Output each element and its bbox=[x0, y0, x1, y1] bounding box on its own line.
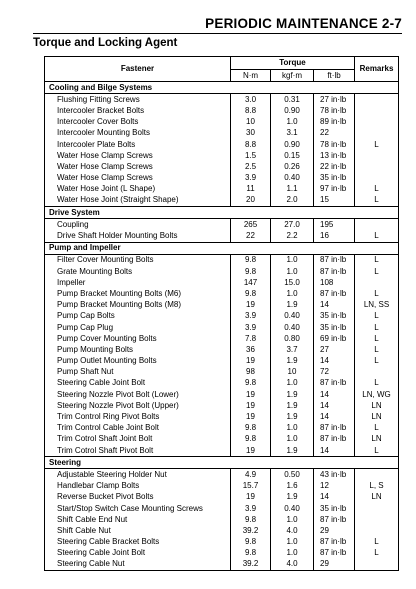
remarks-cell: L bbox=[355, 184, 399, 195]
torque-nm-cell: 9.8 bbox=[231, 434, 271, 445]
table-row bbox=[45, 469, 399, 481]
remarks-cell: L bbox=[355, 230, 399, 242]
torque-ftlb-cell: 27 in·lb bbox=[314, 94, 355, 106]
torque-kgfm-cell: 1.9 bbox=[271, 356, 314, 367]
remarks-cell bbox=[355, 219, 399, 231]
torque-kgfm-cell: 0.50 bbox=[271, 469, 314, 481]
torque-ftlb-cell: 29 bbox=[314, 559, 355, 571]
remarks-cell bbox=[355, 173, 399, 184]
torque-ftlb-cell: 87 in·lb bbox=[314, 378, 355, 389]
fastener-cell: Grate Mounting Bolts bbox=[45, 266, 231, 277]
remarks-cell: L bbox=[355, 378, 399, 389]
torque-kgfm-cell: 0.26 bbox=[271, 161, 314, 172]
remarks-cell: L bbox=[355, 311, 399, 322]
torque-nm-cell: 11 bbox=[231, 184, 271, 195]
table-row bbox=[45, 322, 399, 333]
table-row bbox=[45, 117, 399, 128]
table-row bbox=[45, 378, 399, 389]
fastener-cell: Water Hose Joint (L Shape) bbox=[45, 184, 231, 195]
table-row bbox=[45, 139, 399, 150]
remarks-cell bbox=[355, 514, 399, 525]
column-header-ftlb: ft·lb bbox=[314, 70, 355, 82]
torque-kgfm-cell: 1.9 bbox=[271, 492, 314, 503]
table-row bbox=[45, 367, 399, 378]
table-row bbox=[45, 128, 399, 139]
fastener-cell: Pump Cap Bolts bbox=[45, 311, 231, 322]
fastener-cell: Water Hose Clamp Screws bbox=[45, 161, 231, 172]
remarks-cell: LN, WG bbox=[355, 389, 399, 400]
torque-ftlb-cell: 87 in·lb bbox=[314, 434, 355, 445]
torque-ftlb-cell: 69 in·lb bbox=[314, 333, 355, 344]
fastener-cell: Filter Cover Mounting Bolts bbox=[45, 254, 231, 266]
torque-ftlb-cell: 78 in·lb bbox=[314, 105, 355, 116]
group-name: Pump and Impeller bbox=[45, 242, 399, 254]
table-row bbox=[45, 481, 399, 492]
remarks-cell bbox=[355, 277, 399, 288]
fastener-cell: Adjustable Steering Holder Nut bbox=[45, 469, 231, 481]
remarks-cell: LN bbox=[355, 400, 399, 411]
torque-ftlb-cell: 87 in·lb bbox=[314, 254, 355, 266]
torque-nm-cell: 3.9 bbox=[231, 322, 271, 333]
torque-kgfm-cell: 2.0 bbox=[271, 195, 314, 207]
fastener-cell: Trim Control Cable Joint Bolt bbox=[45, 423, 231, 434]
torque-kgfm-cell: 1.0 bbox=[271, 254, 314, 266]
torque-ftlb-cell: 43 in·lb bbox=[314, 469, 355, 481]
remarks-cell: LN bbox=[355, 434, 399, 445]
torque-kgfm-cell: 3.7 bbox=[271, 344, 314, 355]
torque-ftlb-cell: 87 in·lb bbox=[314, 266, 355, 277]
remarks-cell bbox=[355, 367, 399, 378]
table-header-row bbox=[45, 57, 399, 70]
table-row bbox=[45, 184, 399, 195]
remarks-cell: L bbox=[355, 537, 399, 548]
torque-ftlb-cell: 35 in·lb bbox=[314, 173, 355, 184]
torque-ftlb-cell: 22 in·lb bbox=[314, 161, 355, 172]
fastener-cell: Water Hose Joint (Straight Shape) bbox=[45, 195, 231, 207]
remarks-cell: L bbox=[355, 266, 399, 277]
torque-nm-cell: 19 bbox=[231, 492, 271, 503]
fastener-cell: Pump Bracket Mounting Bolts (M8) bbox=[45, 300, 231, 311]
torque-nm-cell: 147 bbox=[231, 277, 271, 288]
torque-kgfm-cell: 0.40 bbox=[271, 173, 314, 184]
remarks-cell bbox=[355, 161, 399, 172]
torque-kgfm-cell: 1.9 bbox=[271, 445, 314, 457]
group-header-row bbox=[45, 82, 399, 94]
table-row bbox=[45, 525, 399, 536]
table-row bbox=[45, 195, 399, 207]
remarks-cell bbox=[355, 117, 399, 128]
fastener-cell: Steering Nozzle Pivot Bolt (Lower) bbox=[45, 389, 231, 400]
torque-kgfm-cell: 0.40 bbox=[271, 322, 314, 333]
torque-kgfm-cell: 1.6 bbox=[271, 481, 314, 492]
table-row bbox=[45, 503, 399, 514]
remarks-cell bbox=[355, 105, 399, 116]
torque-nm-cell: 3.9 bbox=[231, 173, 271, 184]
torque-ftlb-cell: 87 in·lb bbox=[314, 423, 355, 434]
torque-ftlb-cell: 14 bbox=[314, 445, 355, 457]
torque-kgfm-cell: 27.0 bbox=[271, 219, 314, 231]
torque-kgfm-cell: 1.0 bbox=[271, 266, 314, 277]
fastener-cell: Pump Mounting Bolts bbox=[45, 344, 231, 355]
table-body bbox=[45, 82, 399, 571]
table-row bbox=[45, 161, 399, 172]
torque-ftlb-cell: 78 in·lb bbox=[314, 139, 355, 150]
remarks-cell: LN bbox=[355, 411, 399, 422]
torque-kgfm-cell: 0.40 bbox=[271, 311, 314, 322]
torque-nm-cell: 20 bbox=[231, 195, 271, 207]
torque-nm-cell: 9.8 bbox=[231, 423, 271, 434]
torque-ftlb-cell: 72 bbox=[314, 367, 355, 378]
fastener-cell: Pump Shaft Nut bbox=[45, 367, 231, 378]
remarks-cell bbox=[355, 525, 399, 536]
remarks-cell bbox=[355, 503, 399, 514]
column-header-fastener: Fastener bbox=[45, 57, 231, 82]
fastener-cell: Water Hose Clamp Screws bbox=[45, 173, 231, 184]
group-header-row bbox=[45, 242, 399, 254]
table-row bbox=[45, 288, 399, 299]
table-row bbox=[45, 230, 399, 242]
torque-ftlb-cell: 22 bbox=[314, 128, 355, 139]
fastener-cell: Pump Cap Plug bbox=[45, 322, 231, 333]
table-row bbox=[45, 311, 399, 322]
fastener-cell: Trim Cotrol Shaft Pivot Bolt bbox=[45, 445, 231, 457]
remarks-cell bbox=[355, 469, 399, 481]
fastener-cell: Steering Cable Bracket Bolts bbox=[45, 537, 231, 548]
torque-nm-cell: 19 bbox=[231, 400, 271, 411]
fastener-cell: Pump Bracket Mounting Bolts (M6) bbox=[45, 288, 231, 299]
torque-nm-cell: 9.8 bbox=[231, 378, 271, 389]
torque-ftlb-cell: 35 in·lb bbox=[314, 311, 355, 322]
fastener-cell: Reverse Bucket Pivot Bolts bbox=[45, 492, 231, 503]
torque-kgfm-cell: 1.0 bbox=[271, 117, 314, 128]
torque-nm-cell: 19 bbox=[231, 300, 271, 311]
fastener-cell: Intercooler Mounting Bolts bbox=[45, 128, 231, 139]
table-row bbox=[45, 434, 399, 445]
remarks-cell: L bbox=[355, 423, 399, 434]
torque-ftlb-cell: 87 in·lb bbox=[314, 288, 355, 299]
table-row bbox=[45, 277, 399, 288]
section-title: Torque and Locking Agent bbox=[33, 37, 178, 49]
remarks-cell: L bbox=[355, 548, 399, 559]
remarks-cell: LN bbox=[355, 492, 399, 503]
remarks-cell: L bbox=[355, 288, 399, 299]
fastener-cell: Steering Cable Nut bbox=[45, 559, 231, 571]
fastener-cell: Trim Cotrol Shaft Joint Bolt bbox=[45, 434, 231, 445]
remarks-cell: L bbox=[355, 139, 399, 150]
torque-kgfm-cell: 1.9 bbox=[271, 411, 314, 422]
torque-nm-cell: 2.5 bbox=[231, 161, 271, 172]
table-row bbox=[45, 389, 399, 400]
torque-ftlb-cell: 97 in·lb bbox=[314, 184, 355, 195]
remarks-cell bbox=[355, 128, 399, 139]
torque-nm-cell: 19 bbox=[231, 411, 271, 422]
torque-nm-cell: 36 bbox=[231, 344, 271, 355]
torque-ftlb-cell: 14 bbox=[314, 389, 355, 400]
torque-ftlb-cell: 14 bbox=[314, 356, 355, 367]
group-header-row bbox=[45, 457, 399, 469]
fastener-cell: Flushing Fitting Screws bbox=[45, 94, 231, 106]
torque-nm-cell: 9.8 bbox=[231, 288, 271, 299]
table-row bbox=[45, 400, 399, 411]
torque-kgfm-cell: 0.90 bbox=[271, 105, 314, 116]
torque-ftlb-cell: 14 bbox=[314, 300, 355, 311]
fastener-cell: Pump Cover Mounting Bolts bbox=[45, 333, 231, 344]
torque-nm-cell: 8.8 bbox=[231, 105, 271, 116]
torque-kgfm-cell: 1.9 bbox=[271, 400, 314, 411]
torque-nm-cell: 30 bbox=[231, 128, 271, 139]
column-header-remarks: Remarks bbox=[355, 57, 399, 82]
torque-ftlb-cell: 14 bbox=[314, 411, 355, 422]
torque-kgfm-cell: 10 bbox=[271, 367, 314, 378]
torque-kgfm-cell: 1.9 bbox=[271, 300, 314, 311]
torque-ftlb-cell: 29 bbox=[314, 525, 355, 536]
fastener-cell: Pump Outlet Mounting Bolts bbox=[45, 356, 231, 367]
group-name: Steering bbox=[45, 457, 399, 469]
table-row bbox=[45, 344, 399, 355]
table-row bbox=[45, 254, 399, 266]
torque-ftlb-cell: 87 in·lb bbox=[314, 514, 355, 525]
torque-table bbox=[44, 56, 399, 571]
torque-ftlb-cell: 195 bbox=[314, 219, 355, 231]
column-header-nm: N·m bbox=[231, 70, 271, 82]
torque-kgfm-cell: 3.1 bbox=[271, 128, 314, 139]
table-row bbox=[45, 300, 399, 311]
torque-nm-cell: 1.5 bbox=[231, 150, 271, 161]
torque-nm-cell: 3.0 bbox=[231, 94, 271, 106]
fastener-cell: Coupling bbox=[45, 219, 231, 231]
torque-nm-cell: 19 bbox=[231, 389, 271, 400]
column-header-torque: Torque bbox=[231, 57, 355, 70]
remarks-cell bbox=[355, 559, 399, 571]
torque-kgfm-cell: 1.0 bbox=[271, 288, 314, 299]
torque-nm-cell: 15.7 bbox=[231, 481, 271, 492]
table-row bbox=[45, 514, 399, 525]
torque-nm-cell: 10 bbox=[231, 117, 271, 128]
torque-kgfm-cell: 2.2 bbox=[271, 230, 314, 242]
fastener-cell: Impeller bbox=[45, 277, 231, 288]
torque-ftlb-cell: 27 bbox=[314, 344, 355, 355]
table-row bbox=[45, 266, 399, 277]
torque-ftlb-cell: 35 in·lb bbox=[314, 503, 355, 514]
torque-nm-cell: 8.8 bbox=[231, 139, 271, 150]
table-row bbox=[45, 548, 399, 559]
fastener-cell: Handlebar Clamp Bolts bbox=[45, 481, 231, 492]
torque-kgfm-cell: 0.90 bbox=[271, 139, 314, 150]
table-row bbox=[45, 559, 399, 571]
torque-kgfm-cell: 0.40 bbox=[271, 503, 314, 514]
fastener-cell: Water Hose Clamp Screws bbox=[45, 150, 231, 161]
fastener-cell: Shift Cable End Nut bbox=[45, 514, 231, 525]
remarks-cell: L bbox=[355, 356, 399, 367]
fastener-cell: Intercooler Cover Bolts bbox=[45, 117, 231, 128]
torque-kgfm-cell: 0.31 bbox=[271, 94, 314, 106]
torque-kgfm-cell: 0.80 bbox=[271, 333, 314, 344]
fastener-cell: Steering Nozzle Pivot Bolt (Upper) bbox=[45, 400, 231, 411]
torque-kgfm-cell: 1.0 bbox=[271, 378, 314, 389]
group-name: Cooling and Bilge Systems bbox=[45, 82, 399, 94]
torque-nm-cell: 9.8 bbox=[231, 548, 271, 559]
table-row bbox=[45, 492, 399, 503]
torque-nm-cell: 39.2 bbox=[231, 559, 271, 571]
torque-ftlb-cell: 87 in·lb bbox=[314, 537, 355, 548]
torque-nm-cell: 9.8 bbox=[231, 514, 271, 525]
remarks-cell: L bbox=[355, 445, 399, 457]
torque-nm-cell: 7.8 bbox=[231, 333, 271, 344]
table-row bbox=[45, 150, 399, 161]
torque-nm-cell: 19 bbox=[231, 445, 271, 457]
fastener-cell: Trim Control Ring Pivot Bolts bbox=[45, 411, 231, 422]
fastener-cell: Shift Cable Nut bbox=[45, 525, 231, 536]
torque-kgfm-cell: 4.0 bbox=[271, 525, 314, 536]
torque-ftlb-cell: 89 in·lb bbox=[314, 117, 355, 128]
fastener-cell: Start/Stop Switch Case Mounting Screws bbox=[45, 503, 231, 514]
torque-kgfm-cell: 4.0 bbox=[271, 559, 314, 571]
group-name: Drive System bbox=[45, 207, 399, 219]
torque-nm-cell: 39.2 bbox=[231, 525, 271, 536]
torque-ftlb-cell: 108 bbox=[314, 277, 355, 288]
fastener-cell: Intercooler Bracket Bolts bbox=[45, 105, 231, 116]
torque-ftlb-cell: 13 in·lb bbox=[314, 150, 355, 161]
torque-nm-cell: 22 bbox=[231, 230, 271, 242]
torque-ftlb-cell: 16 bbox=[314, 230, 355, 242]
group-header-row bbox=[45, 207, 399, 219]
torque-nm-cell: 9.8 bbox=[231, 537, 271, 548]
torque-nm-cell: 265 bbox=[231, 219, 271, 231]
torque-nm-cell: 3.9 bbox=[231, 311, 271, 322]
fastener-cell: Steering Cable Joint Bolt bbox=[45, 378, 231, 389]
table-row bbox=[45, 105, 399, 116]
fastener-cell: Drive Shaft Holder Mounting Bolts bbox=[45, 230, 231, 242]
table-row bbox=[45, 219, 399, 231]
remarks-cell: L, S bbox=[355, 481, 399, 492]
torque-kgfm-cell: 1.1 bbox=[271, 184, 314, 195]
fastener-cell: Steering Cable Joint Bolt bbox=[45, 548, 231, 559]
column-header-kgfm: kgf·m bbox=[271, 70, 314, 82]
page-header-title: PERIODIC MAINTENANCE 2-7 bbox=[205, 16, 402, 31]
remarks-cell: L bbox=[355, 333, 399, 344]
torque-kgfm-cell: 1.0 bbox=[271, 537, 314, 548]
remarks-cell: L bbox=[355, 344, 399, 355]
table-row bbox=[45, 411, 399, 422]
table-row bbox=[45, 537, 399, 548]
header-divider bbox=[33, 33, 402, 34]
table-row bbox=[45, 423, 399, 434]
remarks-cell: LN, SS bbox=[355, 300, 399, 311]
torque-ftlb-cell: 14 bbox=[314, 492, 355, 503]
torque-nm-cell: 3.9 bbox=[231, 503, 271, 514]
remarks-cell bbox=[355, 94, 399, 106]
torque-kgfm-cell: 15.0 bbox=[271, 277, 314, 288]
remarks-cell: L bbox=[355, 254, 399, 266]
torque-ftlb-cell: 12 bbox=[314, 481, 355, 492]
remarks-cell: L bbox=[355, 195, 399, 207]
table-row bbox=[45, 94, 399, 106]
torque-ftlb-cell: 15 bbox=[314, 195, 355, 207]
torque-nm-cell: 98 bbox=[231, 367, 271, 378]
torque-kgfm-cell: 1.0 bbox=[271, 434, 314, 445]
torque-nm-cell: 4.9 bbox=[231, 469, 271, 481]
table-row bbox=[45, 356, 399, 367]
remarks-cell: L bbox=[355, 322, 399, 333]
torque-nm-cell: 19 bbox=[231, 356, 271, 367]
torque-kgfm-cell: 1.9 bbox=[271, 389, 314, 400]
table-row bbox=[45, 333, 399, 344]
torque-kgfm-cell: 1.0 bbox=[271, 548, 314, 559]
torque-kgfm-cell: 0.15 bbox=[271, 150, 314, 161]
table-row bbox=[45, 445, 399, 457]
torque-ftlb-cell: 87 in·lb bbox=[314, 548, 355, 559]
torque-ftlb-cell: 14 bbox=[314, 400, 355, 411]
torque-ftlb-cell: 35 in·lb bbox=[314, 322, 355, 333]
table-row bbox=[45, 173, 399, 184]
torque-nm-cell: 9.8 bbox=[231, 254, 271, 266]
torque-nm-cell: 9.8 bbox=[231, 266, 271, 277]
remarks-cell bbox=[355, 150, 399, 161]
torque-kgfm-cell: 1.0 bbox=[271, 514, 314, 525]
fastener-cell: Intercooler Plate Bolts bbox=[45, 139, 231, 150]
torque-kgfm-cell: 1.0 bbox=[271, 423, 314, 434]
